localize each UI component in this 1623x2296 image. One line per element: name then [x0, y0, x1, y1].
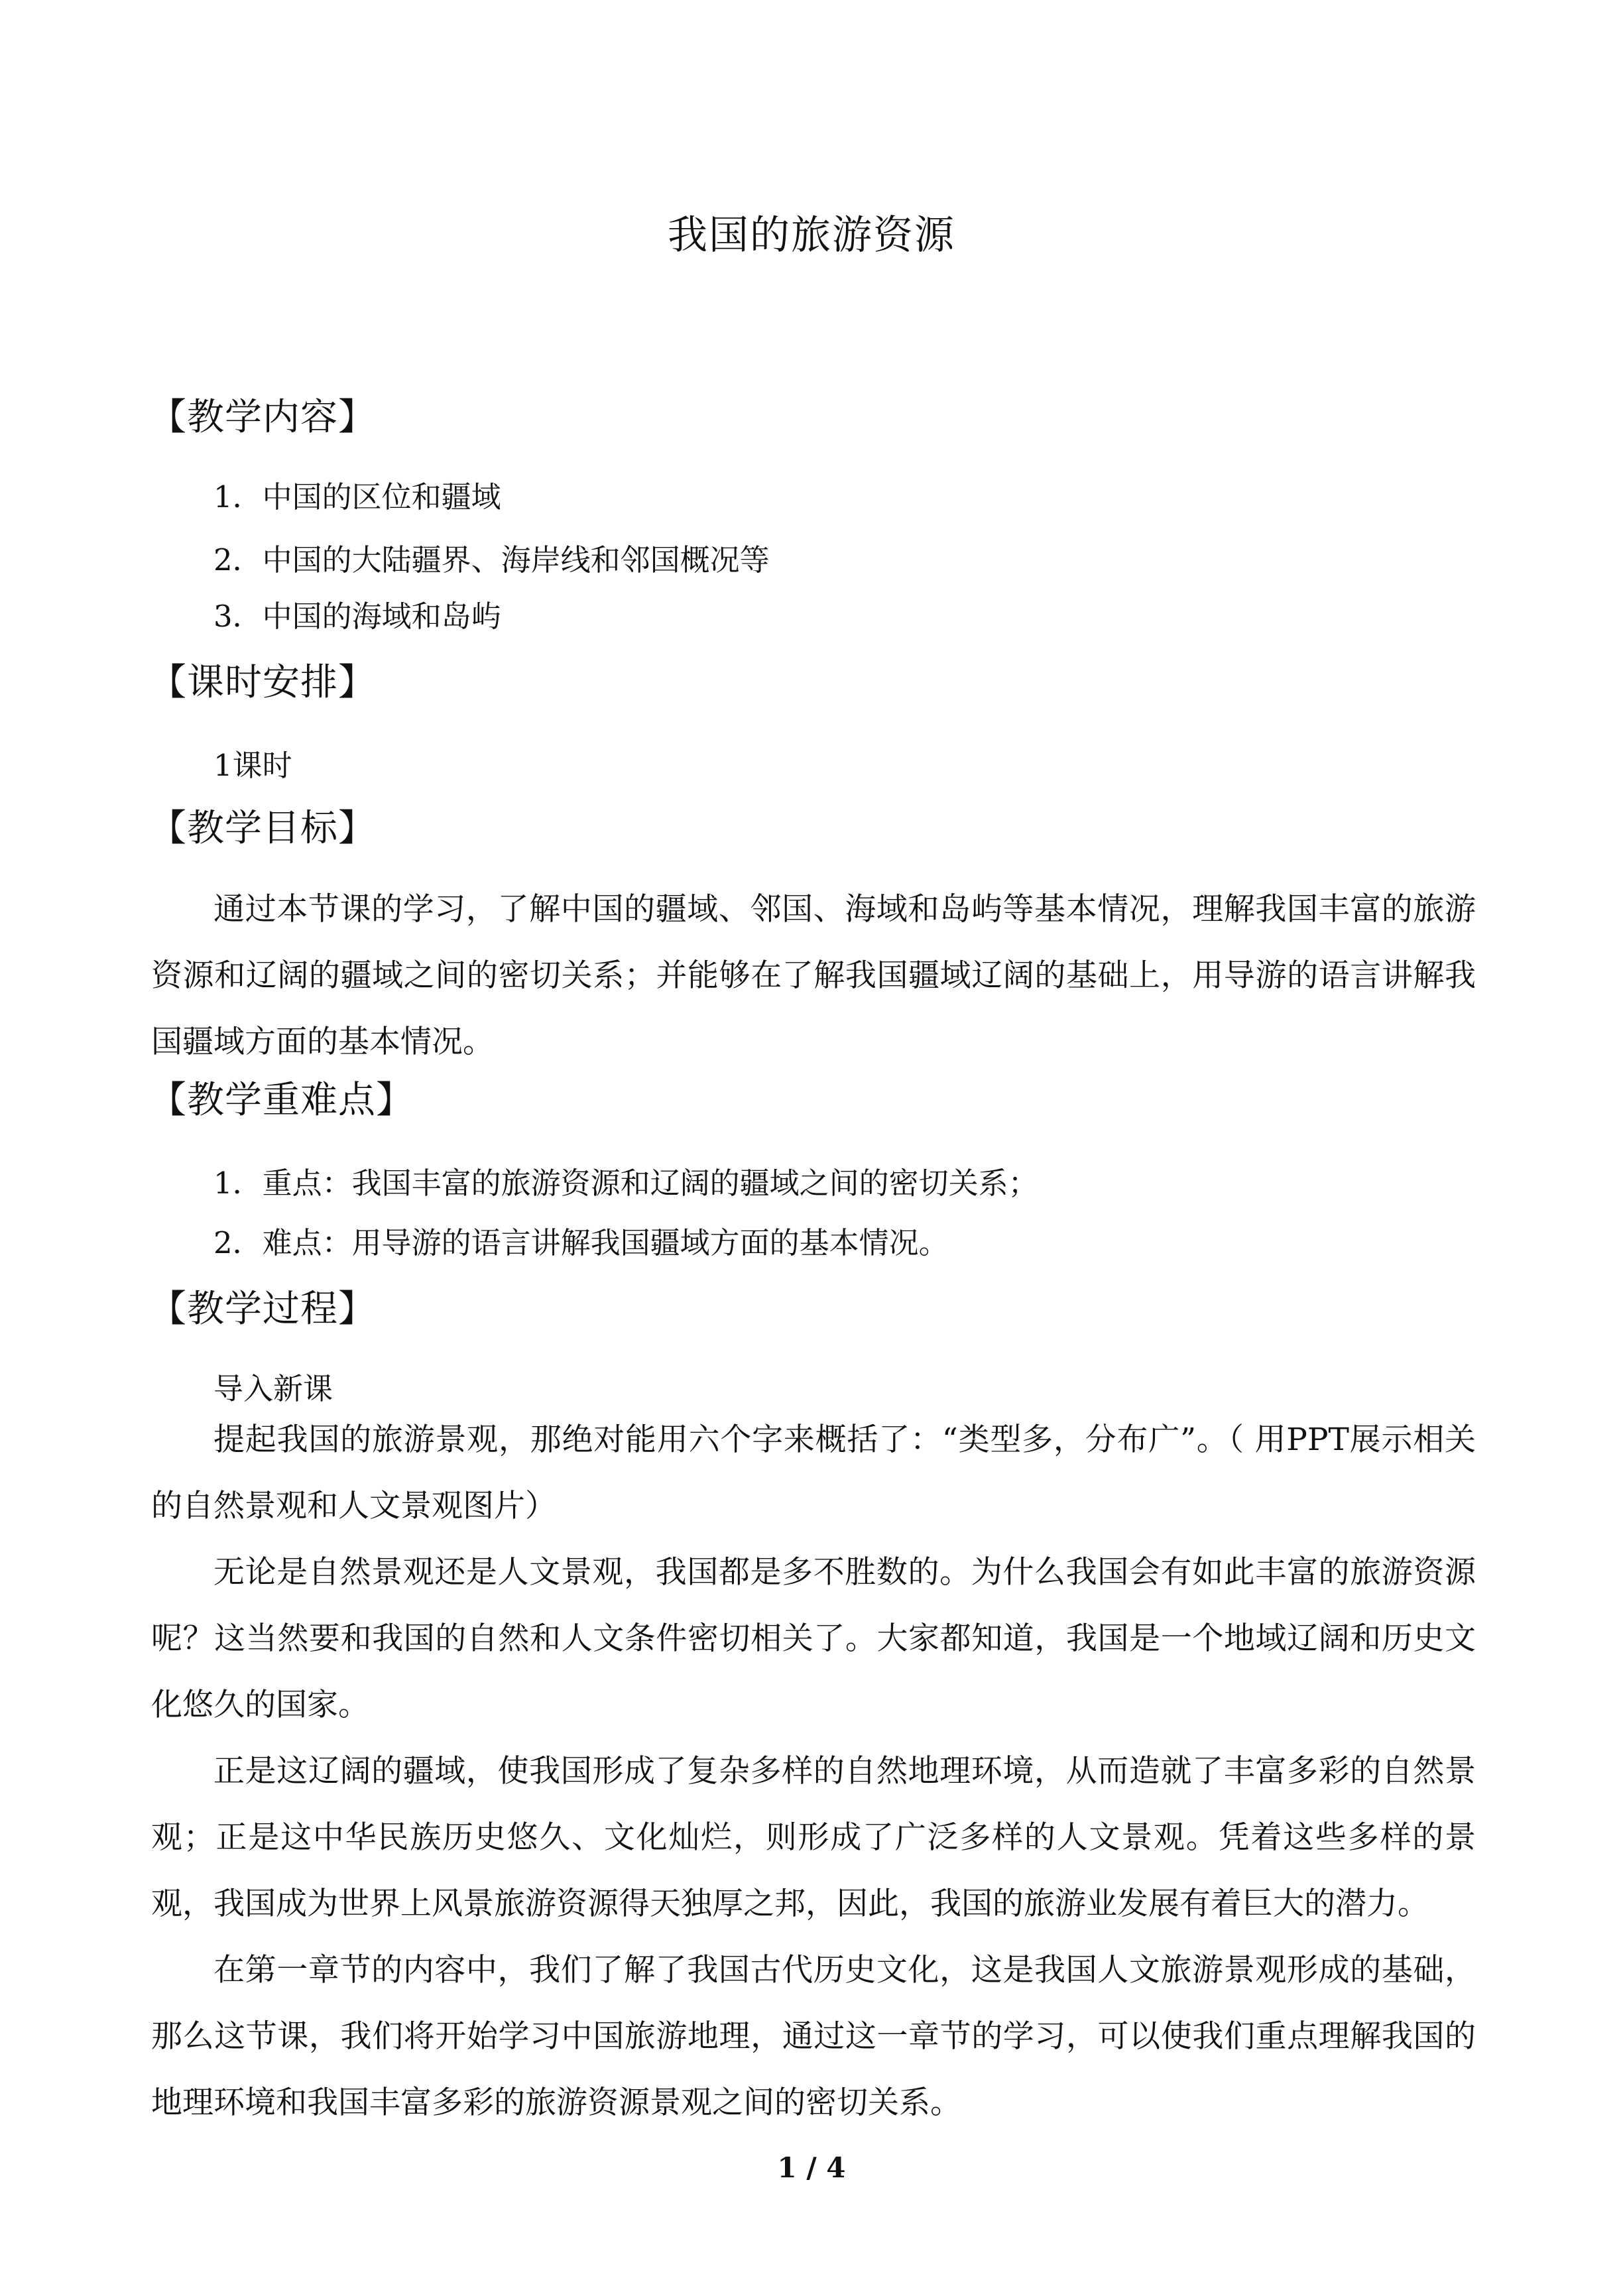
- key-point-item: 1．重点：我国丰富的旅游资源和辽阔的疆域之间的密切关系；: [213, 1166, 1038, 1201]
- content-item: 2．中国的大陆疆界、海岸线和邻国概况等: [213, 542, 770, 577]
- key-point-item: 2．难点：用导游的语言讲解我国疆域方面的基本情况。: [213, 1225, 949, 1260]
- goals-paragraph: 通过本节课的学习，了解中国的疆域、邻国、海域和岛屿等基本情况，理解我国丰富的旅游资源和辽阔的疆域之间的密切关系；并能够在了解我国疆域辽阔的基础上，用导游的语言讲解我国疆域方面的基本情况。: [151, 891, 1476, 1060]
- section-heading-process: 【教学过程】: [149, 1288, 376, 1331]
- page-number: 1 / 4: [777, 2151, 846, 2184]
- process-subheading: 导入新课: [213, 1371, 333, 1406]
- schedule-text: 1课时: [213, 748, 292, 783]
- process-paragraph: 正是这辽阔的疆域，使我国形成了复杂多样的自然地理环境，从而造就了丰富多彩的自然景观；正是这中华民族历史悠久、文化灿烂，则形成了广泛多样的人文景观。凭着这些多样的景观，我国成为世界上风景旅游资源得天独厚之邦，因此，我国的旅游业发展有着巨大的潜力。: [151, 1753, 1476, 1922]
- section-heading-schedule: 【课时安排】: [149, 661, 376, 704]
- content-item: 3．中国的海域和岛屿: [213, 599, 501, 634]
- process-paragraph: 无论是自然景观还是人文景观，我国都是多不胜数的。为什么我国会有如此丰富的旅游资源呢？这当然要和我国的自然和人文条件密切相关了。大家都知道，我国是一个地域辽阔和历史文化悠久的国家。: [151, 1554, 1476, 1723]
- process-paragraph: 提起我国的旅游景观，那绝对能用六个字来概括了：“类型多，分布广”。（ 用PPT展示相关的自然景观和人文景观图片）: [151, 1421, 1476, 1524]
- content-item: 1．中国的区位和疆域: [213, 479, 501, 514]
- process-paragraph: 在第一章节的内容中，我们了解了我国古代历史文化，这是我国人文旅游景观形成的基础，那么这节课，我们将开始学习中国旅游地理，通过这一章节的学习，可以使我们重点理解我国的地理环境和我国丰富多彩的旅游资源景观之间的密切关系。: [151, 1952, 1476, 2121]
- section-heading-content: 【教学内容】: [149, 396, 376, 439]
- document-title: 我国的旅游资源: [668, 212, 955, 259]
- section-heading-goals: 【教学目标】: [149, 807, 376, 850]
- section-heading-key-points: 【教学重难点】: [149, 1079, 414, 1122]
